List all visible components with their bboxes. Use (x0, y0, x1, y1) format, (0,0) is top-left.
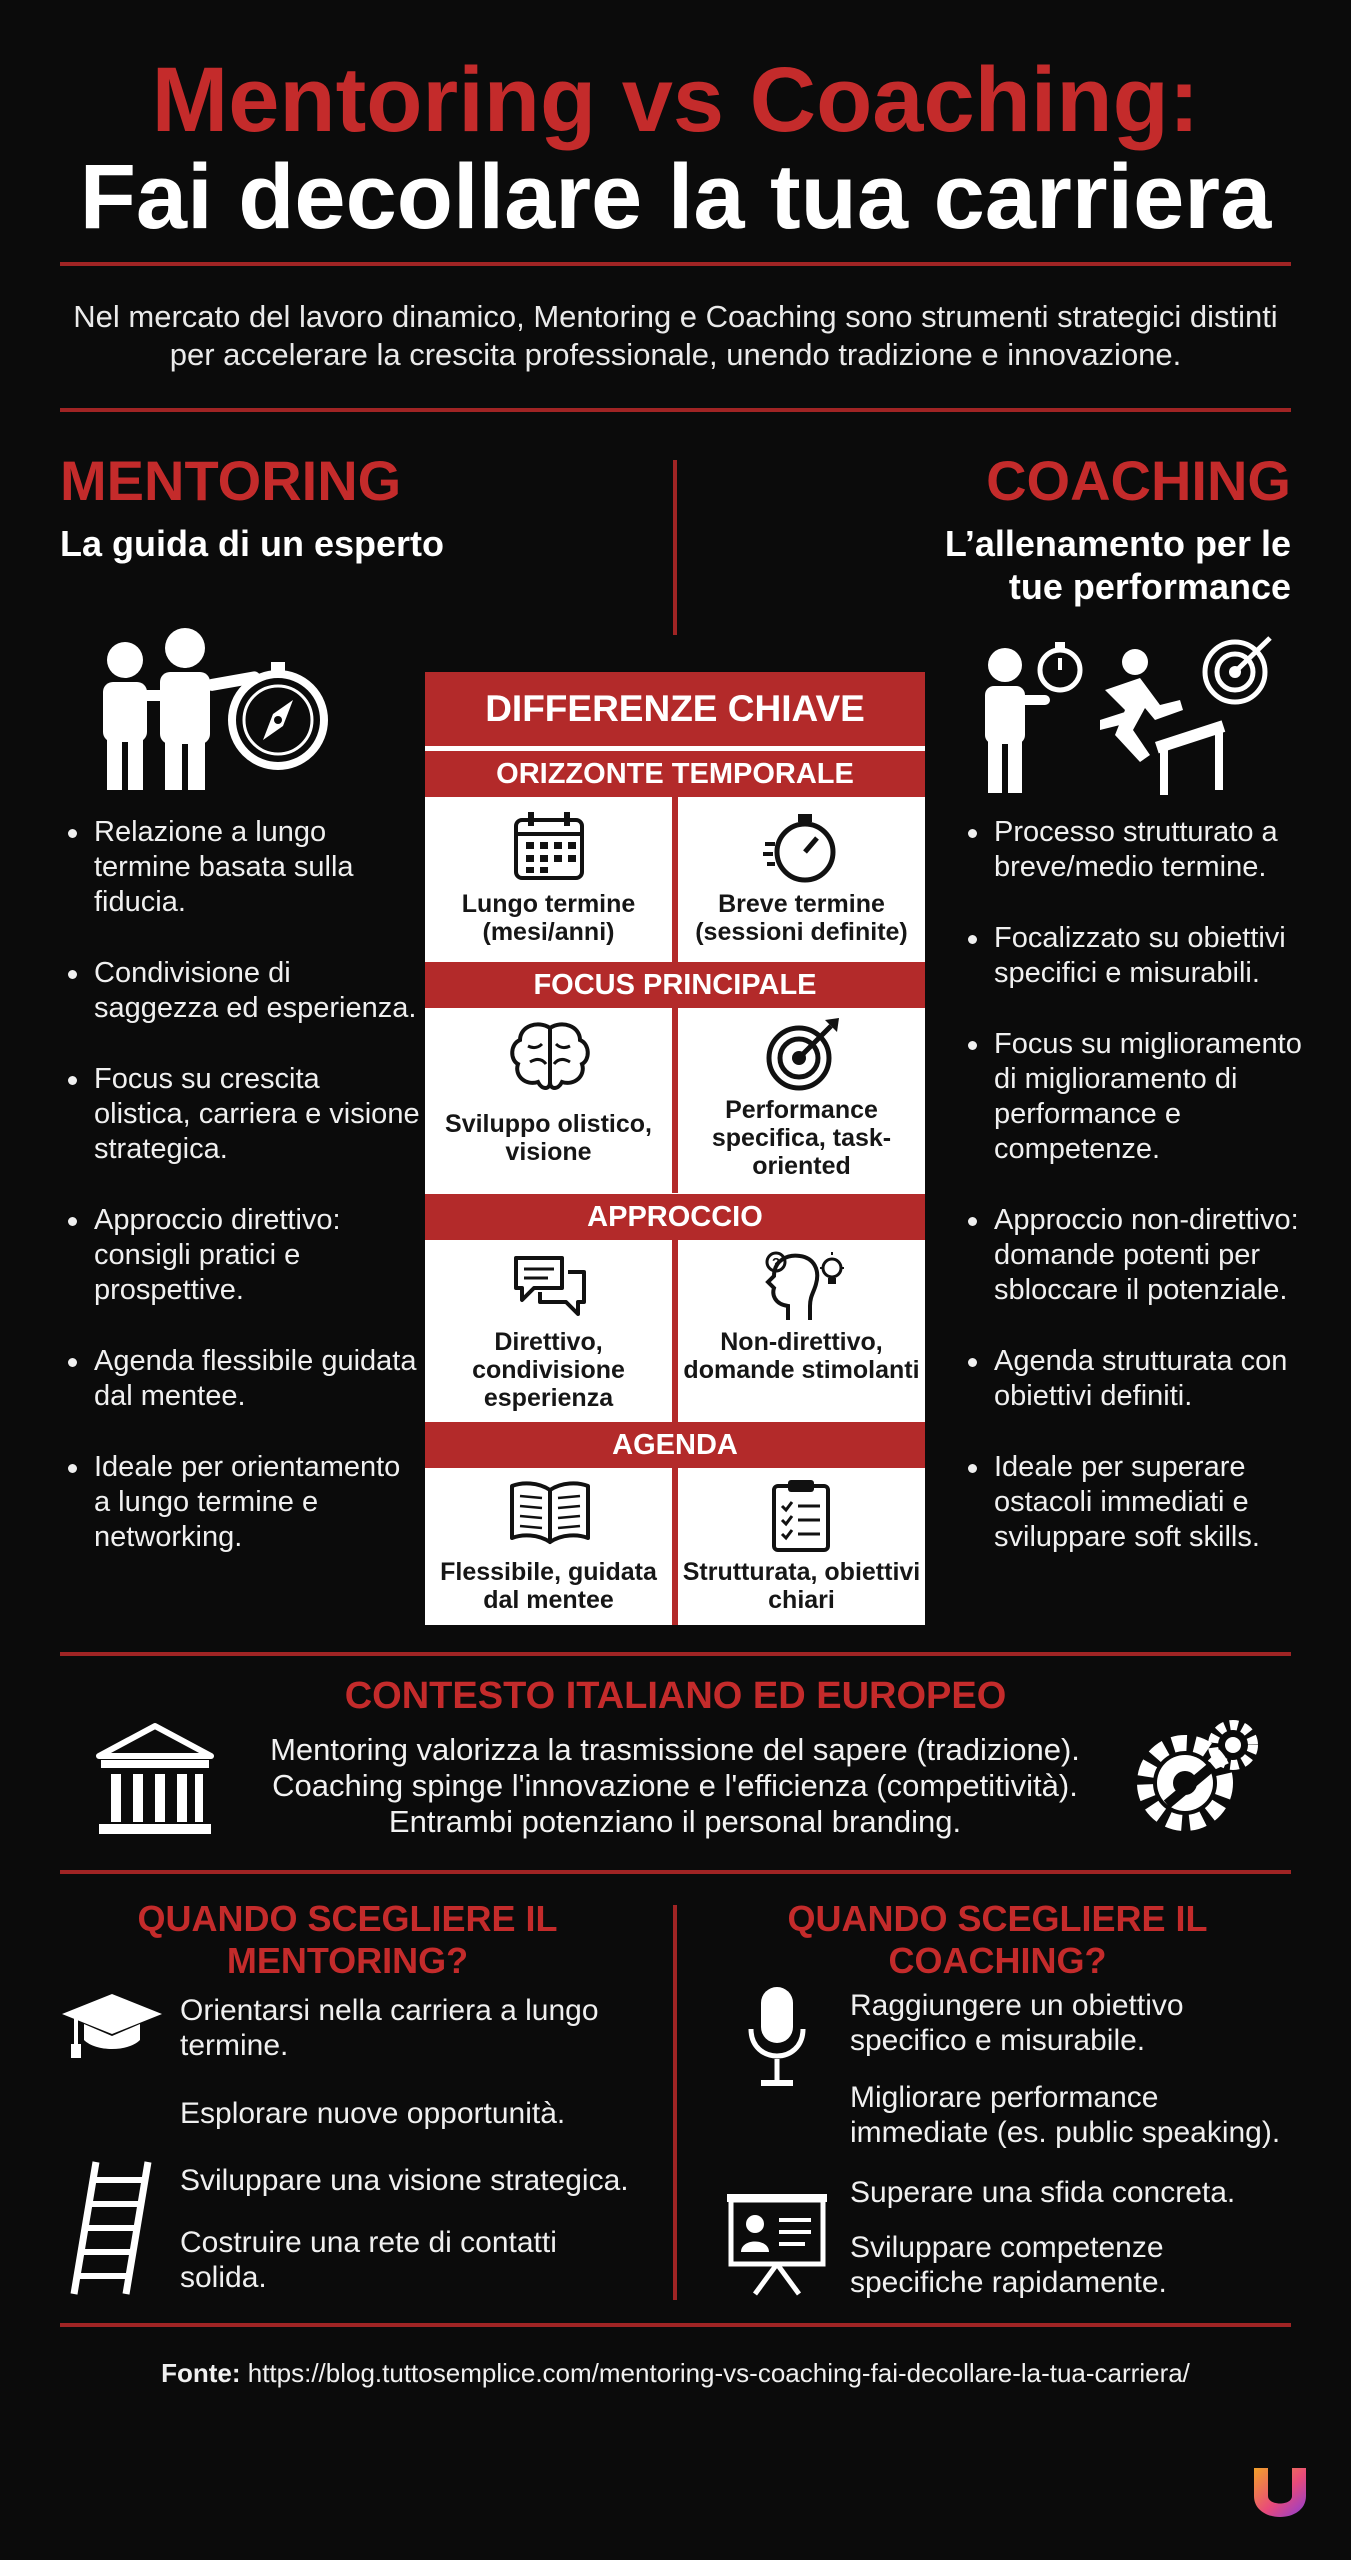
graduation-cap-icon (60, 1990, 164, 2060)
calendar-icon (512, 810, 586, 882)
list-item: Focalizzato su obiettivi specifici e misurabili. (962, 921, 1307, 991)
coaching-bullet-list (962, 815, 1307, 1555)
list-item: Approccio direttivo: consigli pratici e prospettive. (62, 1203, 422, 1308)
when-title-line: QUANDO SCEGLIERE IL (137, 1898, 558, 1939)
thinking-head-icon (760, 1250, 846, 1326)
coaching-subtitle-2: tue performance (1008, 566, 1291, 607)
list-item: Agenda strutturata con obiettivi definiti. (962, 1344, 1307, 1414)
when-mentoring-item: Orientarsi nella carriera a lungo termine. (180, 1994, 599, 2062)
table-cell-mentoring: Flessibile, guidata dal mentee (440, 1558, 657, 1614)
target-icon (763, 1016, 841, 1094)
table-cell-coaching: Performance specifica, task-oriented (711, 1096, 892, 1180)
divider (60, 408, 1291, 412)
when-mentoring-item: Sviluppare una visione strategica. (180, 2164, 629, 2197)
coaching-heading: COACHING (986, 449, 1291, 512)
table-section-header: FOCUS PRINCIPALE (425, 962, 925, 1008)
list-item: Ideale per superare ostacoli immediati e sviluppare soft skills. (962, 1450, 1307, 1555)
presentation-board-icon (725, 2190, 829, 2296)
table-section-header: APPROCCIO (425, 1194, 925, 1240)
divider (60, 1870, 1291, 1874)
table-section-header: ORIZZONTE TEMPORALE (425, 751, 925, 797)
column-divider (673, 460, 677, 635)
when-coaching-item: Sviluppare competenze specifiche rapidamente. (850, 2231, 1167, 2299)
when-mentoring-item: Costruire una rete di contatti solida. (180, 2226, 557, 2294)
coaching-subtitle-1: L’allenamento per le (944, 523, 1291, 564)
context-text (235, 1732, 1115, 1840)
list-item: Ideale per orientamento a lungo termine e networking. (62, 1450, 422, 1555)
coach-runner-target-icon (975, 630, 1275, 800)
when-mentoring-title (60, 1898, 635, 1982)
context-title: CONTESTO ITALIANO ED EUROPEO (344, 1675, 1007, 1717)
mentoring-subtitle: La guida di un esperto (60, 523, 445, 564)
intro-text: Nel mercato del lavoro dinamico, Mentoring e Coaching sono strumenti strategici distinti per accelerare la crescita professionale, unendo tradizione e innovazione. (73, 299, 1278, 372)
clipboard-icon (770, 1478, 832, 1554)
table-cell-mentoring: Direttivo, condivisione esperienza (472, 1328, 625, 1412)
context-line: Entrambi potenziano il personal branding. (388, 1804, 962, 1839)
divider (60, 1652, 1291, 1656)
source-line (0, 2358, 1351, 2389)
title-line-2: Fai decollare la tua carriera (79, 146, 1272, 248)
brand-logo-icon (1250, 2462, 1310, 2524)
context-line: Mentoring valorizza la trasmissione del sapere (tradizione). (270, 1732, 1080, 1767)
when-coaching-item: Migliorare performance immediate (es. public speaking). (850, 2081, 1281, 2149)
microphone-icon (745, 1985, 809, 2089)
title-line-1: Mentoring vs Coaching: (151, 49, 1200, 151)
table-title: DIFFERENZE CHIAVE (425, 672, 925, 746)
table-cell-mentoring: Sviluppo olistico, visione (445, 1110, 652, 1166)
gears-wrench-icon (1130, 1718, 1260, 1840)
source-label: Fonte: (161, 2358, 241, 2388)
table-cell-coaching: Strutturata, obiettivi chiari (682, 1558, 921, 1614)
when-title-line: COACHING? (888, 1940, 1107, 1981)
list-item: Processo strutturato a breve/medio termine. (962, 815, 1307, 885)
when-title-line: QUANDO SCEGLIERE IL (787, 1898, 1208, 1939)
when-coaching-item: Raggiungere un obiettivo specifico e misurabile. (850, 1989, 1184, 2057)
when-coaching-title (710, 1898, 1285, 1982)
mentoring-heading: MENTORING (60, 449, 402, 512)
divider (60, 262, 1291, 266)
context-line: Coaching spinge l'innovazione e l'efficienza (competitività). (272, 1768, 1078, 1803)
speech-bubbles-icon (510, 1252, 590, 1322)
svg-text:?: ? (772, 1255, 780, 1270)
brain-icon (508, 1020, 592, 1092)
list-item: Agenda flessibile guidata dal mentee. (62, 1344, 422, 1414)
column-divider (673, 1905, 677, 2300)
mentoring-bullet-list (62, 815, 422, 1555)
list-item: Relazione a lungo termine basata sulla fiducia. (62, 815, 422, 920)
list-item: Focus su miglioramento di miglioramento di performance e competenze. (962, 1027, 1307, 1167)
table-section-header: AGENDA (425, 1422, 925, 1468)
when-mentoring-item: Esplorare nuove opportunità. (180, 2097, 566, 2130)
mentor-and-compass-icon (85, 620, 335, 795)
divider (60, 2323, 1291, 2327)
when-title-line: MENTORING? (226, 1940, 469, 1981)
table-cell-coaching: Non-direttivo, domande stimolanti (683, 1328, 920, 1384)
table-cell-coaching: Breve termine (sessioni definite) (695, 890, 908, 946)
institution-building-icon (95, 1722, 215, 1840)
list-item: Approccio non-direttivo: domande potenti per sbloccare il potenziale. (962, 1203, 1307, 1308)
list-item: Focus su crescita olistica, carriera e visione strategica. (62, 1062, 422, 1167)
when-coaching-item: Superare una sfida concreta. (850, 2176, 1236, 2209)
stopwatch-icon (763, 810, 843, 884)
list-item: Condivisione di saggezza ed esperienza. (62, 956, 422, 1026)
table-cell-mentoring: Lungo termine (mesi/anni) (461, 890, 636, 946)
open-book-icon (508, 1480, 592, 1546)
source-url[interactable]: https://blog.tuttosemplice.com/mentoring-vs-coaching-fai-decollare-la-tua-carriera/ (247, 2358, 1190, 2388)
ladder-icon (70, 2158, 154, 2298)
